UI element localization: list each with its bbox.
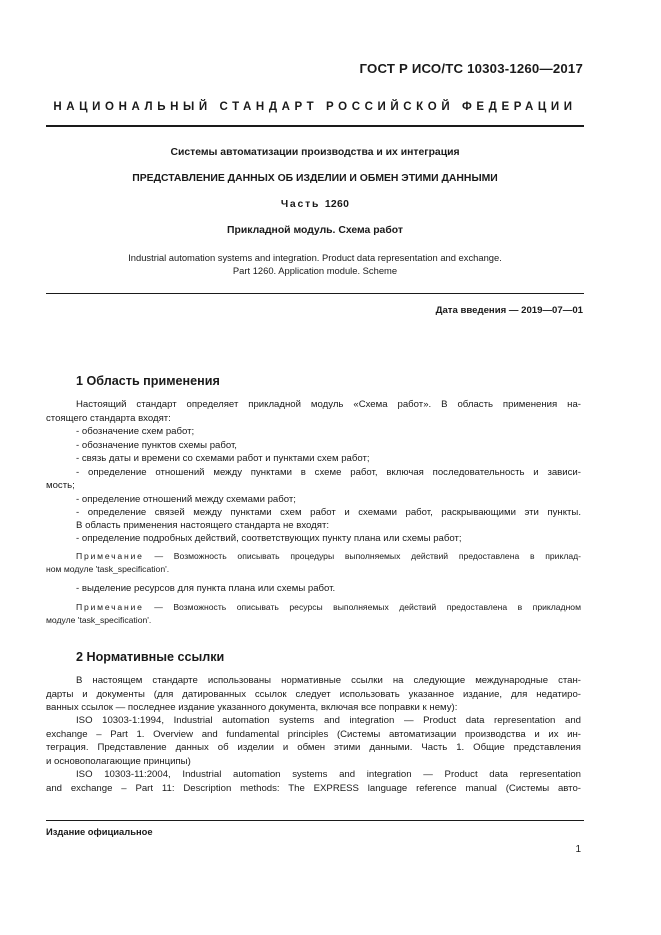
excluded-item: - определение подробных действий, соответствующих пункту плана или схемы работ; [76, 533, 462, 544]
reference-1-line2: exchange – Part 1. Overview and fundamental principles (Системы автоматизации производства и их ин- [46, 729, 581, 740]
footer-divider [46, 820, 584, 821]
section2-para-line1: В настоящем стандарте использованы нормативные ссылки на следующие международные стан- [76, 675, 581, 686]
part-word: Часть [280, 199, 321, 210]
title-divider [46, 293, 584, 294]
english-title-line1: Industrial automation systems and integration. Product data representation and exchange. [128, 252, 502, 263]
note1-line1 [76, 550, 581, 564]
reference-1-line3: теграция. Представление данных об изделии и обмен этими данными. Часть 1. Общие представления [46, 742, 581, 753]
header-divider [46, 125, 584, 127]
series-title: Системы автоматизации производства и их интеграция [170, 147, 460, 158]
national-standard-heading: НАЦИОНАЛЬНЫЙ СТАНДАРТ РОССИЙСКОЙ ФЕДЕРАЦИИ [53, 101, 577, 113]
scope-item: - определение связей между пунктами схем работ и схемами работ, раскрывающими эти пункты. [76, 507, 581, 518]
scope-item-continuation: мость; [46, 480, 75, 491]
note2-text: — Возможность описывать ресурсы выполняемых действий предоставлена в прикладном [143, 602, 581, 612]
note1-line2: ном модуле 'task_specification'. [46, 564, 170, 574]
note2-line1 [76, 601, 581, 615]
note2-line2: модуле 'task_specification'. [46, 615, 152, 625]
scope-item: - определение отношений между пунктами в схеме работ, включая последовательность и зависи- [76, 467, 581, 478]
section1-heading: 1 Область применения [76, 374, 220, 388]
section1-intro-line1: Настоящий стандарт определяет прикладной модуль «Схема работ». В область применения на- [76, 399, 581, 410]
reference-1-line4: и основополагающие принципы) [46, 756, 191, 767]
reference-2-line1: ISO 10303-11:2004, Industrial automation systems and integration — Product data representation [76, 769, 581, 780]
page-number: 1 [575, 844, 581, 855]
section2-para-line2: дарты и документы (для датированных ссылок следует использовать указанное издание, для недатиро- [46, 689, 581, 700]
excluded-item: - выделение ресурсов для пункта плана или схемы работ. [76, 583, 336, 594]
note1-label: Примечание [76, 551, 144, 561]
section1-intro-line2: стоящего стандарта входят: [46, 413, 171, 424]
scope-item: - обозначение схем работ; [76, 426, 195, 437]
section2-heading: 2 Нормативные ссылки [76, 650, 225, 664]
introduction-date: Дата введения — 2019—07—01 [435, 305, 583, 316]
scope-item: - обозначение пунктов схемы работ, [76, 440, 237, 451]
reference-2-line2: and exchange – Part 11: Description methods: The EXPRESS language reference manual (Системы авто- [46, 783, 581, 794]
excluded-intro: В область применения настоящего стандарта не входят: [76, 520, 330, 531]
standard-code: ГОСТ Р ИСО/ТС 10303-1260—2017 [359, 61, 583, 76]
main-title: ПРЕДСТАВЛЕНИЕ ДАННЫХ ОБ ИЗДЕЛИИ И ОБМЕН ЭТИМИ ДАННЫМИ [132, 173, 498, 184]
note1-text: — Возможность описывать процедуры выполняемых действий предоставлена в приклад- [143, 551, 581, 561]
module-title: Прикладной модуль. Схема работ [227, 225, 403, 236]
part-label [46, 199, 584, 210]
official-edition-label: Издание официальное [46, 826, 153, 837]
scope-item: - связь даты и времени со схемами работ и пунктами схем работ; [76, 453, 370, 464]
part-number: 1260 [324, 199, 350, 210]
reference-1-line1: ISO 10303-1:1994, Industrial automation systems and integration — Product data representation and [76, 715, 581, 726]
section2-para-line3: ванных ссылок — последнее издание указанного документа, включая все поправки к нему): [46, 702, 458, 713]
note2-label: Примечание [76, 602, 144, 612]
scope-item: - определение отношений между схемами работ; [76, 494, 296, 505]
english-title-line2: Part 1260. Application module. Scheme [232, 265, 398, 276]
